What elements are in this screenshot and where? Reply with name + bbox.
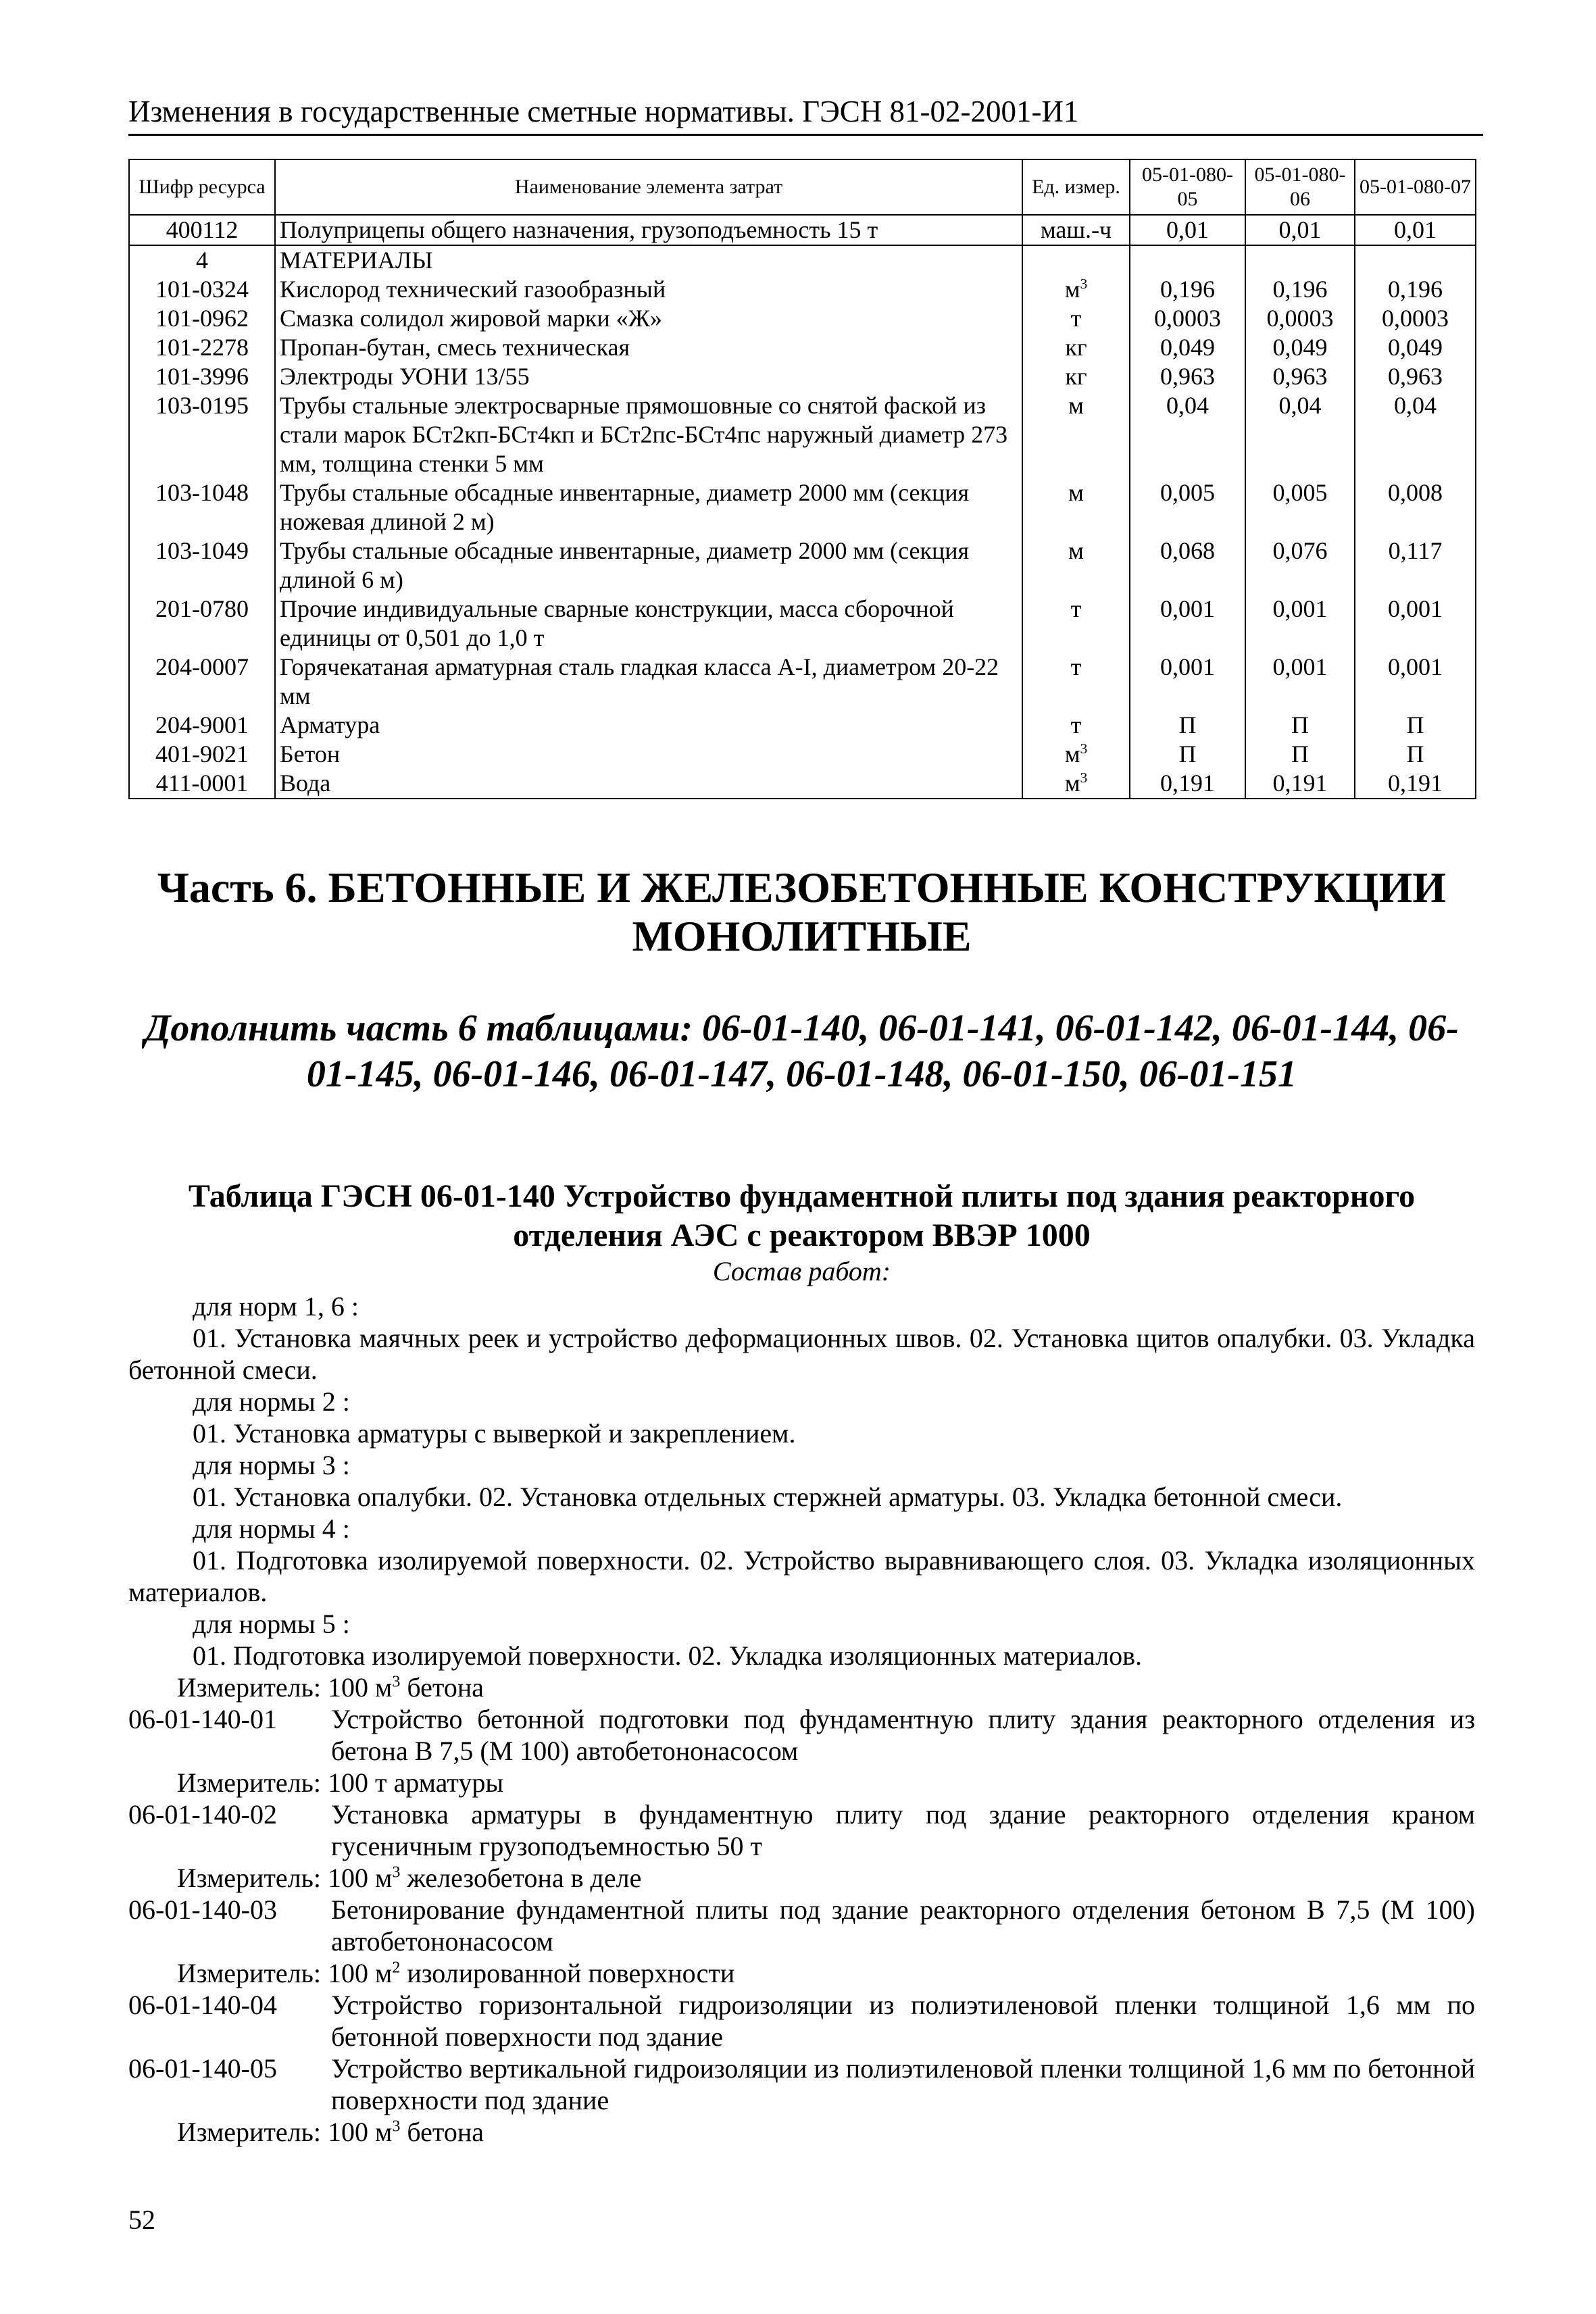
cell-name: Кислород технический газообразный <box>275 275 1022 304</box>
cell-code: 101-0324 <box>129 275 275 304</box>
table-row <box>129 333 1476 362</box>
cell-value: П <box>1245 711 1355 740</box>
cell-value: 0,01 <box>1130 215 1245 245</box>
cell-value <box>1245 245 1355 275</box>
cell-value: 0,117 <box>1355 536 1476 595</box>
cell-code: 4 <box>129 245 275 275</box>
running-header: Изменения в государственные сметные нормативы. ГЭСН 81-02-2001-И1 <box>128 93 1483 136</box>
cell-value: 0,191 <box>1355 769 1476 799</box>
table-row <box>129 478 1476 536</box>
work-group-label: для норм 1, 6 : <box>193 1291 359 1322</box>
norm-entry <box>128 1703 1475 1767</box>
cell-value: 0,01 <box>1245 215 1355 245</box>
col-header-unit: Ед. измер. <box>1022 159 1130 215</box>
supplement-heading: Дополнить часть 6 таблицами: 06-01-140, 06-01-141, 06-01-142, 06-01-144, 06-01-145, 06-01-146, 06-01-147, 06-01-148, 06-01-150, 06-01-151 <box>145 1007 1459 1095</box>
cell-value <box>1130 245 1245 275</box>
table-row <box>129 769 1476 799</box>
table-row <box>129 536 1476 595</box>
work-group-text: 01. Установка арматуры с выверкой и закреплением. <box>193 1418 796 1449</box>
cell-code: 411-0001 <box>129 769 275 799</box>
cell-name: Бетон <box>275 740 1022 769</box>
table-row <box>129 711 1476 740</box>
meter-line <box>128 1767 1475 1799</box>
table-row <box>129 362 1476 391</box>
meter-label: Измеритель: <box>176 2117 321 2147</box>
cell-code: 201-0780 <box>129 595 275 653</box>
table-row <box>129 595 1476 653</box>
cell-value: 0,076 <box>1245 536 1355 595</box>
cell-value: П <box>1130 711 1245 740</box>
cell-code: 103-0195 <box>129 391 275 478</box>
work-composition-caption: Состав работ: <box>712 1256 891 1286</box>
cell-value: 0,0003 <box>1245 304 1355 333</box>
cell-value: 0,008 <box>1355 478 1476 536</box>
cell-value: 0,196 <box>1130 275 1245 304</box>
cell-unit: т <box>1022 595 1130 653</box>
cell-value: 0,049 <box>1130 333 1245 362</box>
table-row <box>129 653 1476 711</box>
work-group <box>128 1290 1475 1386</box>
cell-value: 0,01 <box>1355 215 1476 245</box>
cell-value: 0,049 <box>1245 333 1355 362</box>
work-group-label: для нормы 5 : <box>193 1609 350 1639</box>
cell-unit: кг <box>1022 362 1130 391</box>
work-group <box>128 1386 1475 1449</box>
norm-code: 06-01-140-03 <box>128 1894 277 1925</box>
cell-unit: м <box>1022 478 1130 536</box>
col-header-norm-2: 05-01-080-06 <box>1245 159 1355 215</box>
norm-text: Установка арматуры в фундаментную плиту под здание реакторного отделения краном гусеничным грузоподъемностью 50 т <box>331 1799 1475 1861</box>
cell-name: Вода <box>275 769 1022 799</box>
cell-name: Трубы стальные обсадные инвентарные, диаметр 2000 мм (секция ножевая длиной 2 м) <box>275 478 1022 536</box>
cell-unit: м <box>1022 536 1130 595</box>
work-group <box>128 1608 1475 1671</box>
cell-value: 0,001 <box>1355 595 1476 653</box>
table-row <box>129 740 1476 769</box>
cell-code: 204-0007 <box>129 653 275 711</box>
cell-code: 101-3996 <box>129 362 275 391</box>
work-group-label: для нормы 2 : <box>193 1386 350 1417</box>
table-body <box>129 215 1476 799</box>
cell-name: Горячекатаная арматурная сталь гладкая класса А-I, диаметром 20-22 мм <box>275 653 1022 711</box>
norm-entry <box>128 1989 1475 2053</box>
cell-name: Электроды УОНИ 13/55 <box>275 362 1022 391</box>
cell-value <box>1355 245 1476 275</box>
table-row <box>129 275 1476 304</box>
norm-text: Устройство горизонтальной гидроизоляции из полиэтиленовой пленки толщиной 1,6 мм по бетонной поверхности под здание <box>331 1990 1475 2052</box>
cell-value: 0,963 <box>1245 362 1355 391</box>
cell-value: П <box>1355 711 1476 740</box>
norm-code: 06-01-140-04 <box>128 1990 277 2020</box>
meter-line <box>128 2116 1475 2148</box>
cell-value: 0,001 <box>1245 653 1355 711</box>
meter-value: 100 $м^2$ изолированной поверхности <box>328 1958 735 1988</box>
meter-line <box>128 1862 1475 1894</box>
cell-value: 0,001 <box>1245 595 1355 653</box>
cell-value: 0,963 <box>1355 362 1476 391</box>
work-group-text: 01. Подготовка изолируемой поверхности. 02. Укладка изоляционных материалов. <box>193 1640 1143 1671</box>
work-group-label: для нормы 3 : <box>193 1450 350 1480</box>
cell-value: 0,068 <box>1130 536 1245 595</box>
norm-text: Бетонирование фундаментной плиты под здание реакторного отделения бетоном В 7,5 (М 100) автобетононасосом <box>331 1894 1475 1957</box>
meter-line <box>128 1957 1475 1989</box>
cell-unit: м <box>1022 391 1130 478</box>
table-row <box>129 391 1476 478</box>
cell-value: П <box>1355 740 1476 769</box>
gesn-table-title: Таблица ГЭСН 06-01-140 Устройство фундаментной плиты под здания реакторного отделения АЭС с реактором ВВЭР 1000 <box>188 1178 1416 1253</box>
cell-unit: кг <box>1022 333 1130 362</box>
cell-name: Полуприцепы общего назначения, грузоподъемность 15 т <box>275 215 1022 245</box>
cell-value: 0,963 <box>1130 362 1245 391</box>
cell-value: П <box>1130 740 1245 769</box>
cell-unit: $м^3$ <box>1022 769 1130 799</box>
work-group <box>128 1513 1475 1608</box>
work-group-text: 01. Подготовка изолируемой поверхности. 02. Устройство выравнивающего слоя. 03. Укладка изоляционных материалов. <box>128 1545 1475 1607</box>
table-row <box>129 215 1476 245</box>
cell-value: 0,196 <box>1245 275 1355 304</box>
cell-value: 0,005 <box>1245 478 1355 536</box>
col-header-name: Наименование элемента затрат <box>275 159 1022 215</box>
table-row <box>129 245 1476 275</box>
cell-value: 0,0003 <box>1355 304 1476 333</box>
meter-label: Измеритель: <box>176 1958 321 1988</box>
cell-value: П <box>1245 740 1355 769</box>
norm-text: Устройство бетонной подготовки под фундаментную плиту здания реакторного отделения из бетона В 7,5 (М 100) автобетононасосом <box>331 1704 1475 1766</box>
page-number: 52 <box>128 2205 155 2235</box>
norm-entry <box>128 1894 1475 1957</box>
norms-description <box>128 1290 1475 2148</box>
col-header-norm-1: 05-01-080-05 <box>1130 159 1245 215</box>
meter-label: Измеритель: <box>176 1863 321 1893</box>
meter-value: 100 $м^3$ бетона <box>328 2117 484 2147</box>
col-header-code: Шифр ресурса <box>129 159 275 215</box>
norm-code: 06-01-140-01 <box>128 1704 277 1734</box>
cell-name: Трубы стальные обсадные инвентарные, диаметр 2000 мм (секция длиной 6 м) <box>275 536 1022 595</box>
cell-unit: $м^3$ <box>1022 275 1130 304</box>
cell-unit: $м^3$ <box>1022 740 1130 769</box>
cell-name: Смазка солидол жировой марки «Ж» <box>275 304 1022 333</box>
norm-entry <box>128 2053 1475 2116</box>
norm-code: 06-01-140-05 <box>128 2053 277 2084</box>
cell-unit: т <box>1022 711 1130 740</box>
cell-value: 0,04 <box>1130 391 1245 478</box>
resource-table <box>128 159 1476 799</box>
cell-unit: т <box>1022 304 1130 333</box>
cell-value: 0,001 <box>1130 653 1245 711</box>
cell-code: 103-1048 <box>129 478 275 536</box>
norm-entry <box>128 1799 1475 1862</box>
cell-value: 0,001 <box>1355 653 1476 711</box>
cell-value: 0,049 <box>1355 333 1476 362</box>
cell-unit: т <box>1022 653 1130 711</box>
cell-name: Прочие индивидуальные сварные конструкции, масса сборочной единицы от 0,501 до 1,0 т <box>275 595 1022 653</box>
cell-value: 0,196 <box>1355 275 1476 304</box>
norm-text: Устройство вертикальной гидроизоляции из полиэтиленовой пленки толщиной 1,6 мм по бетонной поверхности под здание <box>331 2053 1475 2115</box>
cell-value: 0,191 <box>1245 769 1355 799</box>
cell-unit <box>1022 245 1130 275</box>
meter-value: 100 т арматуры <box>328 1767 504 1798</box>
cell-code: 204-9001 <box>129 711 275 740</box>
cell-code: 103-1049 <box>129 536 275 595</box>
meter-label: Измеритель: <box>176 1767 321 1798</box>
cell-unit: маш.-ч <box>1022 215 1130 245</box>
cell-name: Пропан-бутан, смесь техническая <box>275 333 1022 362</box>
cell-code: 101-2278 <box>129 333 275 362</box>
meter-line <box>128 1671 1475 1703</box>
cell-name: МАТЕРИАЛЫ <box>275 245 1022 275</box>
work-group-text: 01. Установка маячных реек и устройство деформационных швов. 02. Установка щитов опалубки. 03. Укладка бетонной смеси. <box>128 1323 1475 1385</box>
table-header-row <box>129 159 1476 215</box>
cell-value: 0,191 <box>1130 769 1245 799</box>
cell-value: 0,04 <box>1245 391 1355 478</box>
cell-value: 0,04 <box>1355 391 1476 478</box>
meter-label: Измеритель: <box>176 1672 321 1703</box>
work-group-label: для нормы 4 : <box>193 1513 350 1544</box>
meter-value: 100 $м^3$ железобетона в деле <box>328 1863 642 1893</box>
part-title: Часть 6. БЕТОННЫЕ И ЖЕЛЕЗОБЕТОННЫЕ КОНСТРУКЦИИ МОНОЛИТНЫЕ <box>157 863 1447 960</box>
cell-value: 0,0003 <box>1130 304 1245 333</box>
col-header-norm-3: 05-01-080-07 <box>1355 159 1476 215</box>
cell-code: 101-0962 <box>129 304 275 333</box>
cell-value: 0,001 <box>1130 595 1245 653</box>
norm-code: 06-01-140-02 <box>128 1799 277 1830</box>
cell-code: 401-9021 <box>129 740 275 769</box>
cell-name: Трубы стальные электросварные прямошовные со снятой фаской из стали марок БСт2кп-БСт4кп и БСт2пс-БСт4пс наружный диаметр 273 мм, толщина стенки 5 мм <box>275 391 1022 478</box>
cell-name: Арматура <box>275 711 1022 740</box>
table-row <box>129 304 1476 333</box>
cell-code: 400112 <box>129 215 275 245</box>
work-group-text: 01. Установка опалубки. 02. Установка отдельных стержней арматуры. 03. Укладка бетонной смеси. <box>193 1482 1343 1512</box>
work-group <box>128 1449 1475 1513</box>
cell-value: 0,005 <box>1130 478 1245 536</box>
meter-value: 100 $м^3$ бетона <box>328 1672 484 1703</box>
